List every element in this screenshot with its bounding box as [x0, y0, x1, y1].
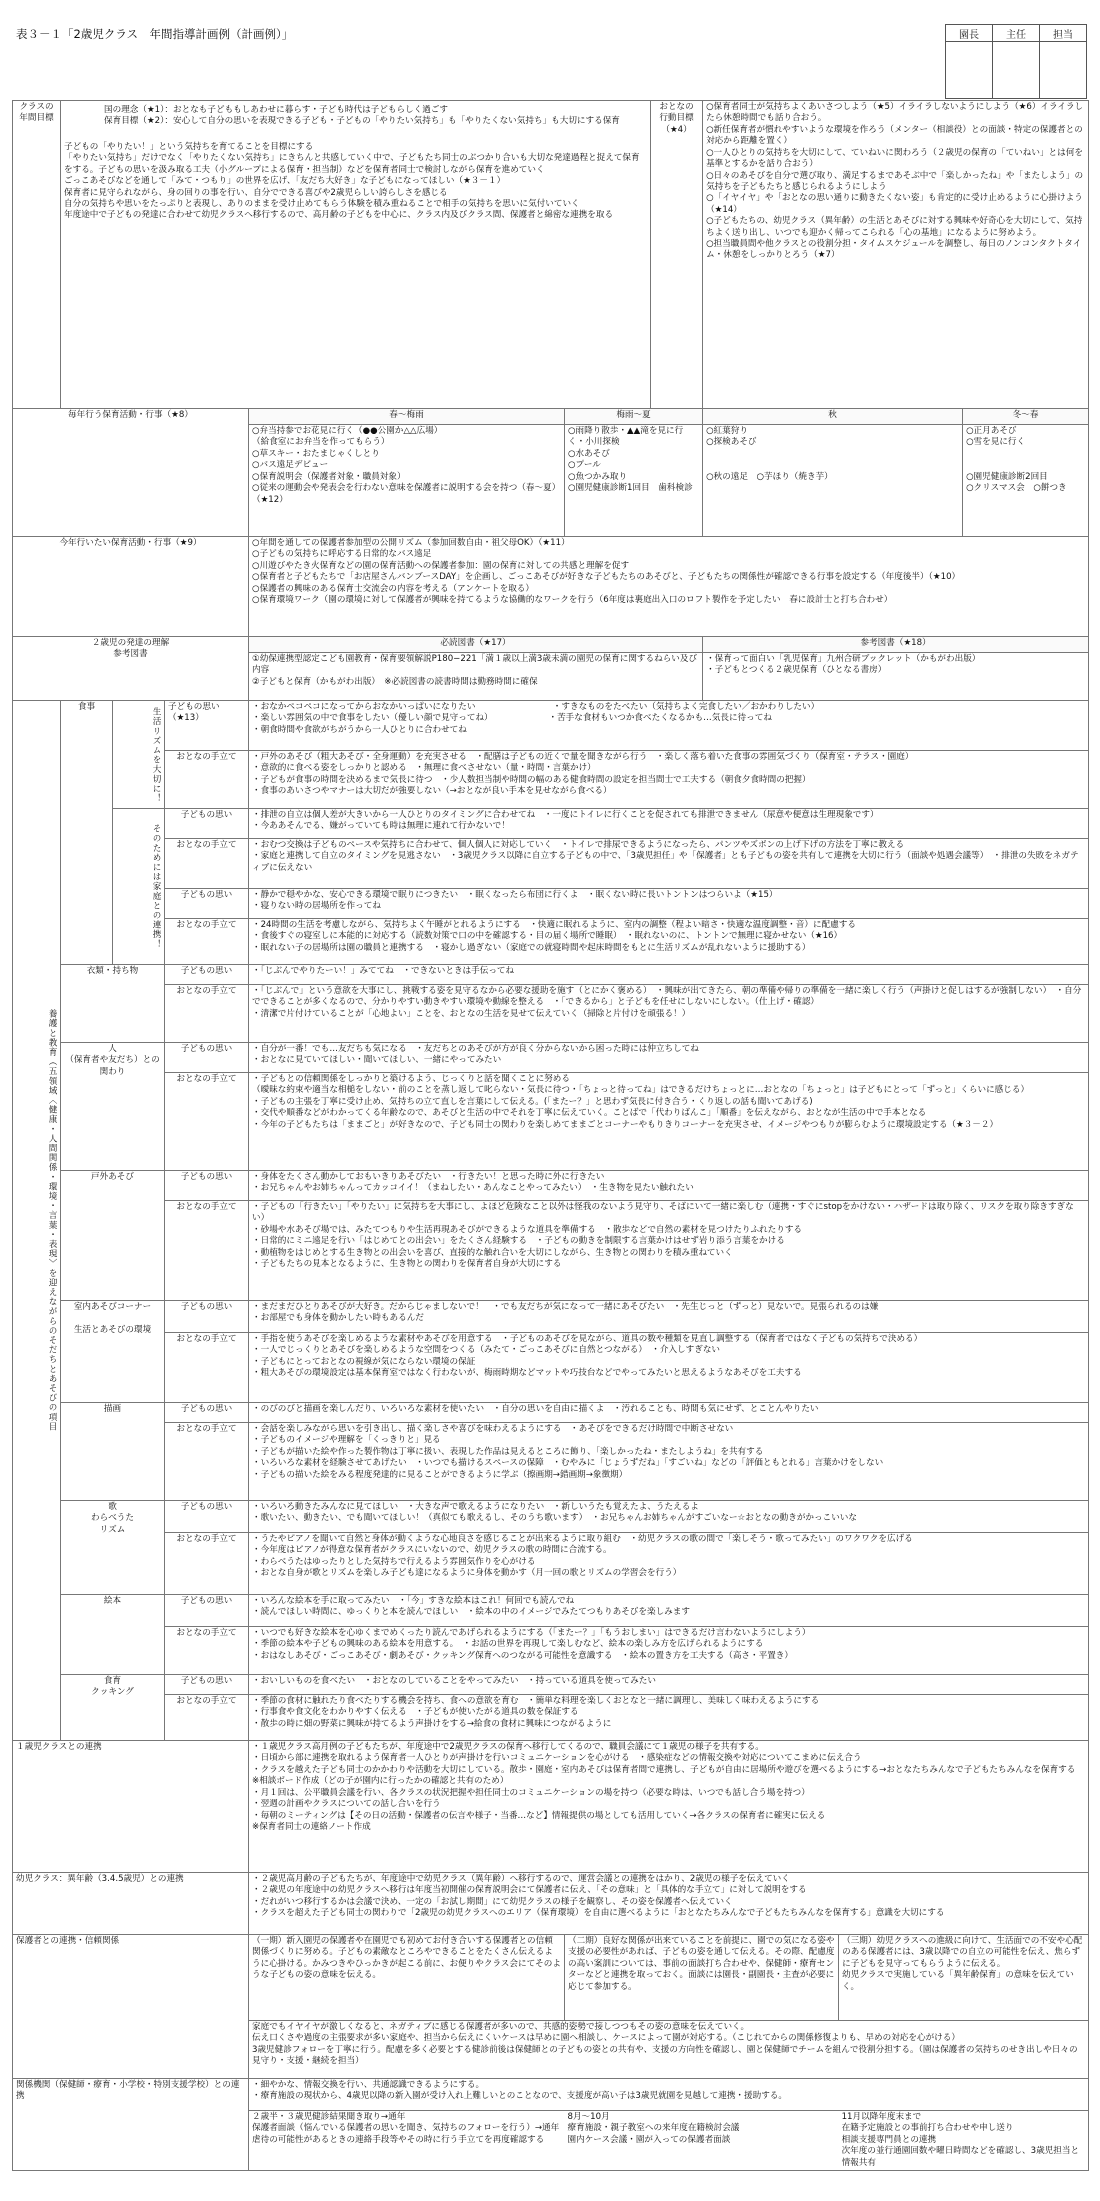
- child-thought: ・お兄ちゃんやお姉ちゃんってカッコイイ！（まねしたい・あんなことやってみたい） ・生き物を見たい触れたい: [252, 1183, 694, 1194]
- child-thought: ・「じぶんでやりたーい！」みててね ・できないときは手伝ってね: [252, 966, 515, 976]
- adult-means: ・今年度はピアノが得意な保育者がクラスにいないので、幼児クラスの歌の時間に合流する。: [252, 1545, 612, 1556]
- child-thoughts-label: 子どもの思い: [165, 809, 249, 839]
- child-thoughts-label: 子どもの思い: [165, 965, 249, 985]
- child-thoughts-label: 子どもの思い: [165, 1403, 249, 1423]
- care-row-toilet-child: [13, 809, 1089, 839]
- child-thought: ・のびのびと描画を楽しんだり、いろいろな素材を使いたい ・自分の思いを自由に描くよ ・汚れることも、時間も気にせず、とことんやりたい: [252, 1404, 819, 1414]
- trial-item: ○川遊びやたき火保育などの園の保育活動への保護者参加：園の保育に対しての共感と理解を促す: [252, 560, 630, 571]
- event-item: ○従来の運動会や発表会を行わない意味を保護者に説明する会を持つ（春〜夏）（★12）: [252, 483, 561, 505]
- care-row-toilet-adult: [13, 839, 1089, 889]
- event-item: ○魚つかみ取り: [568, 471, 628, 482]
- child-thoughts-label: 子どもの思い （★13）: [165, 701, 249, 751]
- child-thoughts-label: 子どもの思い: [165, 1595, 249, 1627]
- event-item: ○園児健康診断1回目 歯科検診: [568, 483, 693, 494]
- events-label: 毎年行う保育活動・行事（★8）: [13, 409, 249, 537]
- adult-means-label: おとなの手立て: [165, 1695, 249, 1741]
- approval-stamps: [945, 24, 1087, 99]
- event-item: ○紅葉狩り: [706, 426, 748, 436]
- child-thought: ・排泄の自立は個人差が大きいから一人ひとりのタイミングに合わせてね ・一度にトイレに行くことを促されても排泄できません（尿意や便意は生理現象です）: [252, 810, 879, 820]
- care-row-indoor-child: [13, 1301, 1089, 1333]
- outdoor-child-thoughts: [249, 1171, 1089, 1201]
- child-thought: ・歌いたい、動きたい、でも聞いてほしい！（真似ても歌えるし、そのうち歌います） ・お兄ちゃんお姉ちゃんがすごいなー☆おとなの動きがかっこいいな: [252, 1513, 857, 1524]
- event-item: ○クリスマス会 ○餅つき: [966, 483, 1067, 494]
- care-row-cooking-child: [13, 1675, 1089, 1695]
- care-outer-label: 養護と教育（五領域〈健康・人間関係・環境・言葉・表現〉を迎えながらのそだちとあそびの項目: [13, 701, 61, 1741]
- child-thoughts-label: 子どもの思い: [165, 1675, 249, 1695]
- event-item: ○水あそび: [568, 448, 610, 459]
- care-row-outdoor-child: [13, 1171, 1089, 1201]
- adult-means: ・動植物をはじめとする生き物との出会いを喜び、直接的な触れ合いを大切にしながら、生き物との関わりを積み重ねていく: [252, 1247, 733, 1258]
- trial-item: ○保育者と子どもたちで「お店屋さんバンブースDAY」を企画し、ごっこあそびが好きな子どもたちのあそびと、子どもたちの関係性が確認できる行事を設定する（年度後半）（★10）: [252, 572, 961, 583]
- adult-means: ・日常的にミニ遠足を行い「はじめてとの出会い」をたくさん経験する ・子どもの動きを制限する言葉かけはせず岩り添う言葉をかける: [252, 1236, 785, 1247]
- adult-means-label: おとなの手立て: [165, 839, 249, 889]
- events-autumn: [703, 425, 963, 537]
- coop-age1-content: [249, 1741, 1089, 1873]
- meal-adult-means: [249, 751, 1089, 809]
- clothes-child-thoughts: [249, 965, 1089, 985]
- season-summer: 梅雨〜夏: [565, 409, 703, 425]
- relations-top: [249, 2079, 1089, 2111]
- adult-means: ・食事のあいさつやマナーは大切だが強要しない（→おとなが良い手本を見せながら食べる）: [252, 786, 612, 797]
- coop-item: ・月１回は、公平職員会議を行い、各クラスの状況把握や担任同士のコミュニケーションの場を持つ（必要な時は、いつでも話し合う場を持つ）: [252, 1787, 810, 1798]
- coop-item: ・翌週の計画やクラスについての話し合いを行う: [252, 1799, 441, 1810]
- clothes-adult-means: [249, 985, 1089, 1043]
- care-row-meal-adult: [13, 751, 1089, 809]
- stamp-box-principal[interactable]: [946, 42, 993, 99]
- event-item: ○園児健康診断2回目: [966, 471, 1048, 482]
- care-category: 絵本: [61, 1595, 165, 1675]
- cooking-adult-means: [249, 1695, 1089, 1741]
- coop-age1-row: [13, 1741, 1089, 1873]
- action-goals-label: おとなの 行動目標 （★4）: [651, 101, 703, 409]
- care-row-cooking-adult: [13, 1695, 1089, 1741]
- event-item: [706, 460, 959, 471]
- drawing-adult-means: [249, 1423, 1089, 1501]
- event-item: ○探検あそび: [706, 437, 757, 448]
- coop-age1-label: １歳児クラスとの連携: [13, 1741, 249, 1873]
- people-child-thoughts: [249, 1043, 1089, 1073]
- coop-infant-content: [249, 1873, 1089, 1935]
- adult-means-label: おとなの手立て: [165, 1073, 249, 1171]
- event-item: ○秋の遠足 ○芋ほり（焼き芋）: [706, 471, 833, 482]
- child-thought: ・おなかペコペコになってからおなかいっぱいになりたい ・すきなものをたべたい（気持ちよく完食したい／おかわりしたい）: [252, 702, 820, 712]
- indoor-adult-means: [249, 1333, 1089, 1403]
- care-category: 衣類・持ち物: [61, 965, 165, 1043]
- care-row-clothes-child: [13, 965, 1089, 985]
- toilet-adult-means: [249, 839, 1089, 889]
- event-item: （給食室にお弁当を作ってもらう）: [252, 437, 390, 448]
- adult-means: ・子どもの「行きたい」「やりたい」に気持ちを大事にし、よほど危険なこと以外は怪我のないよう見守り、そばにいて一緒に楽しむ（連携・すぐにstopをかけない・ハザードは取り除く、リスクを取り除きすぎない）: [252, 1202, 1074, 1224]
- care-row-outdoor-adult: [13, 1201, 1089, 1301]
- adult-means: ・子どものイメージや理解を「くっきりと」見る: [252, 1435, 441, 1446]
- child-thought: ・今ああそんでる、嫌がっていても時は無理に連れて行かないで！: [252, 821, 510, 832]
- adult-means-label: おとなの手立て: [165, 1333, 249, 1403]
- adult-means: ・散歩の時に畑の野菜に興味が持てるよう声掛けをする→給食の食材に興味につながるように: [252, 1718, 612, 1729]
- care-category: 描画: [61, 1403, 165, 1501]
- annual-plan-table: [12, 100, 1089, 2171]
- care-category: 室内あそびコーナー 生活とあそびの環境: [61, 1301, 165, 1403]
- cooking-child-thoughts: [249, 1675, 1089, 1695]
- adult-means: ・おむつ交換は子どものペースや気持ちに合わせて、個人個人に対応していく ・トイレで排尿できるようになったら、パンツやズボンの上げ下げの方法を丁寧に教える: [252, 840, 905, 850]
- adult-means-label: おとなの手立て: [165, 751, 249, 809]
- adult-means: ・子どもの描いた絵をみる程度発達的に見ることができるように学ぶ（擦画期→錯画期→象徴期）: [252, 1469, 628, 1480]
- adult-means: ・うたやピアノを聞いて自然と身体が動くような心地良さを感じることが出来るように取り組む ・幼児クラスの歌の間で「楽しそう・歌ってみたい」のワクワクを広げる: [252, 1534, 913, 1544]
- action-goal-item: ○保育者同士が気持ちよくあいさつしよう（★5）イライラしないようにしよう（★6）イライラしたら休憩時間でも話り合おう。: [706, 102, 1084, 124]
- adult-means: ・「じぶんで」という意欲を大事にし、挑戦する姿を見守るなから必要な援助を施す（とにかく褒める） ・興味が出てきたら、朝の準備や帰りの準備を一緒に楽しく行う（声掛けと促しはするが強制しない） ・自分でできることが多くなるので、分かりやすい動きやすい環境や動線を整える ・「できるから」と子どもを任せにしないにしない。（仕上げ・確認）: [252, 986, 1082, 1008]
- adult-means: ・季節の絵本や子どもの興味のある絵本を用意する。 ・お話の世界を再現して楽しむなど、絵本の楽しみ方を広げられるようにする: [252, 1639, 764, 1650]
- action-goal-item: ○一人ひとりの気持ちを大切にして、ていねいに関わろう（２歳児の保育の「ていねい」とは何を基準とするかを話り合おう）: [706, 147, 1083, 170]
- child-thought: ・いろいろ動きたみんなに見てほしい ・大きな声で歌えるようになりたい ・新しいうたも覚えたよ、うたえるよ: [252, 1502, 699, 1512]
- action-goal-item: ○日々のあそびを自分で選び取り、満足するまであそぶ中で「楽しかったね」や「またしよう」の気持ちを子どもたちと感じられるようにしよう: [706, 170, 1084, 192]
- trial-label: 今年行いたい保育活動・行事（★9）: [13, 537, 249, 637]
- adult-means-label: おとなの手立て: [165, 1201, 249, 1301]
- event-item: ○雪を見に行く: [966, 437, 1026, 448]
- care-category: 歌 わらべうた リズム: [61, 1501, 165, 1595]
- child-thought: ・楽しい雰囲気の中で食事をしたい（優しい顔で見守ってね） ・苦手な食材もいつか食べたくなるかも…気長に待ってね: [252, 713, 772, 724]
- care-row-music-adult: [13, 1533, 1089, 1595]
- coop-item: ・１歳児クラス高月例の子どもたちが、年度途中で2歳児クラスの保育へ移行してくるので、職員会議にて１歳児の様子を共有する。: [252, 1742, 764, 1752]
- adult-means: ・子どもが食事の時間を決めるまで気長に待つ ・少人数担当制や時間の幅のある健食時間の設定を担当間士で工夫する（朝食夕食時間の把握）: [252, 774, 811, 785]
- adult-means-label: おとなの手立て: [165, 1423, 249, 1501]
- child-thought: ・まだまだひとりあそびが大好き。だからじゃましないで！ ・でも友だちが気になって一緒にあそびたい ・先生じっと（ずっと）見ないで。見張られるのは嫌: [252, 1302, 879, 1312]
- required-books: [249, 653, 703, 701]
- care-row-people-adult: [13, 1073, 1089, 1171]
- child-thought: ・読んでほしい時間に、ゆっくりと本を読んでほしい ・絵本の中のイメージでみたてつもりあそびを楽しみます: [252, 1607, 690, 1618]
- adult-means-label: おとなの手立て: [165, 919, 249, 965]
- goals-head: 国の理念（★1）：おとなも子どももしあわせに暮らす・子ども時代は子どもらしく過ごす 保育目標（★2）：安心して自分の思いを表現できる子ども・子どもの「やりたい気持ち」も「やりたくない気持ち」も大切にする保育: [104, 105, 620, 127]
- care-row-meal-child: [13, 701, 1089, 751]
- page: [12, 10, 1088, 2190]
- adult-means: ・清潔で片付けていることが「心地よい」ことを、おとなの生活を見せて伝えていく（掃除と片付けを頑張る！）: [252, 1008, 691, 1019]
- adult-means: ・会話を楽しみながら思いを引き出し、描く楽しさや喜びを味わえるようにする ・あそびをできるだけ時間で中断させない: [252, 1424, 734, 1434]
- stamp-box-chief[interactable]: [993, 42, 1040, 99]
- care-category: 食育 クッキング: [61, 1675, 165, 1741]
- reference-books-head: 参考図書（★18）: [703, 637, 1089, 653]
- refs-label: ２歳児の発達の理解 参考図書: [13, 637, 249, 701]
- action-goals-content: [703, 101, 1089, 409]
- music-adult-means: [249, 1533, 1089, 1595]
- drawing-child-thoughts: [249, 1403, 1089, 1423]
- coop-item: ※保育者同士の連絡ノート作成: [252, 1821, 371, 1832]
- goals-row: [13, 101, 1089, 409]
- care-category: 戸外あそび: [61, 1171, 165, 1301]
- relations-label: 関係機関（保健師・療育・小学校・特別支援学校）との連携: [13, 2079, 249, 2171]
- care-row-books-child: [13, 1595, 1089, 1627]
- care-category: 食事: [61, 701, 113, 965]
- events-winter: [963, 425, 1089, 537]
- coop-infant-label: 幼児クラス：異年齢（3.4.5歳児）との連携: [13, 1873, 249, 1935]
- stamp-head-staff: 担当: [1040, 25, 1087, 42]
- relations-item: ・細やかな、情報交換を行い、共通認識できるようにする。: [252, 2080, 485, 2090]
- child-thought: ・静かで穏やかな、安心できる環境で眠りにつきたい ・眠くなったら布団に行くよ ・眠くない時に長いトントンはつらいよ（★15）: [252, 890, 778, 900]
- sleep-adult-means: [249, 919, 1089, 965]
- music-child-thoughts: [249, 1501, 1089, 1533]
- indoor-child-thoughts: [249, 1301, 1089, 1333]
- relations-item: ・療育施設の現状から、4歳児以降の新入園が受け入れ上難しいとのことなので、支援度が高い子は3歳児就園を見越して連携・援助する。: [252, 2091, 787, 2102]
- toilet-child-thoughts: [249, 809, 1089, 839]
- required-books-head: 必読図書（★17）: [249, 637, 703, 653]
- trial-item: ○保護者の興味のある保育士交流会の内容を考える（アンケートを取る）: [252, 583, 534, 594]
- relations-top-row: [13, 2079, 1089, 2111]
- adult-means: （曖昧な約束や適当な相槌をしない・前のことを蒸し返して叱らない・気長に待つ・「ちょっと待ってね」はできるだけちょっとに…おとなの「ちょっと」は子どもにとって「ずっと」くらいに感じる）: [252, 1085, 1030, 1096]
- season-autumn: 秋: [703, 409, 963, 425]
- event-item: [706, 449, 959, 460]
- event-item: [966, 449, 1085, 460]
- relations-col2: 8月〜10月 療育施設・親子教室への来年度在籍検討会議 園内ケース会議・園が入っての保護者面談: [565, 2111, 839, 2171]
- season-spring: 春〜梅雨: [249, 409, 565, 425]
- parents-term1: （一期）新入園児の保護者や在園児でも初めてお付き合いする保護者との信頼関係づくりに努める。子どもの素敵なところやできることをたくさん伝えるように心掛ける。かみつきやひっかきが起こる前に、お便りやクラス会にてそのような子どもの姿の意味を伝える。: [249, 1935, 565, 2021]
- people-adult-means: [249, 1073, 1089, 1171]
- books-adult-means: [249, 1627, 1089, 1675]
- reference-book: ・保育って面白い「乳児保育」九州合研ブックレット（かもがわ出版）: [706, 654, 981, 664]
- adult-means: ・わらべうたはゆったりとした気持ちで行えるよう雰囲気作りを心がける: [252, 1556, 536, 1567]
- life-rhythm-label: 生活リズムを大切に！: [113, 701, 165, 809]
- adult-means: ・子どもにとっておとなの視線が気にならない環境の保証: [252, 1356, 476, 1367]
- event-item: [966, 460, 1085, 471]
- relations-col1: ２歳半・３歳児健診結果聞き取り→通年 保護者面談（悩んでいる保護者の思いを聞き、気持ちのフォローを行う）→通年 虐待の可能性があるときの連絡手段等やその時に行う手立てを再度確認する: [249, 2111, 565, 2171]
- child-thoughts-label: 子どもの思い: [165, 1301, 249, 1333]
- outdoor-adult-means: [249, 1201, 1089, 1301]
- child-thought: ・おとなに見ていてほしい・聞いてほしい、一緒にやってみたい: [252, 1055, 502, 1066]
- care-category: 人 （保育者や友だち）との関わり: [61, 1043, 165, 1171]
- care-row-indoor-adult: [13, 1333, 1089, 1403]
- reference-book: ・子どもとつくる２歳児保育（ひとなる書房）: [706, 665, 887, 676]
- event-item: ○弁当持参でお花見に行く（●●公園か△△広場）: [252, 426, 443, 436]
- events-summer: [565, 425, 703, 537]
- coop-infant-row: [13, 1873, 1089, 1935]
- adult-means: ・子どもの主張を丁寧に受け止め、気持ちの立て直しを言葉にして伝える。(「またー？」と思わず気長に付き合う・くり返しの話も聞いてあげる): [252, 1096, 813, 1107]
- adult-means: ・季節の食材に触れたり食べたりする機会を持ち、食への意欲を育む ・簡単な料理を楽しくおとなと一緒に調理し、美味しく味わえるようにする: [252, 1696, 820, 1706]
- goals-body: 子どもの「やりたい！」という気持ちを育てることを目標にする 「やりたい気持ち」だけでなく「やりたくない気持ち」にきちんと共感していく中で、子どもたち同士のぶつかり合いも大切な発達過程と捉えて保育をする。子どもの思いを汲み取る工夫（小グループによる保育・担当制）などを保育者同士で検討しながら保育を進めていく ごっこあそびなどを通して「みて・つもり」の世界を広げ、「友だち大好き」な子どもになってほしい（★３－１） 保育者に見守られながら、身の回りの事を行い、自分でできる喜びや2歳児らしい誇らしさを感じる 自分の気持ちや思いをたっぷりと表現し、ありのままを受け止めてもらう体験を積み重ねることで相手の気持ちを思いに気付いていく 年度途中で子どもの発達に合わせて幼児クラスへ移行するので、高月齢の子どもを中心に、クラス内及びクラス間、保護者と綿密な連携を取る: [64, 141, 640, 221]
- adult-means: ・子どもが描いた絵や作った製作物は丁寧に扱い、表現した作品は見えるところに飾り、「楽しかったね・またしようね」を共有する: [252, 1446, 764, 1457]
- adult-means: ・行事食や食文化をわかりやすく伝える ・子どもが使いたがる道具の数を保証する: [252, 1707, 579, 1718]
- adult-means: ・砂場や水あそび場では、みたてつもりや生活再現あそびができるような道具を準備する ・散歩などで自然の素材を見つけたりふれたりする: [252, 1224, 803, 1235]
- trial-item: ○年間を通しての保護者参加型の公開リズム（参加回数自由・祖父母OK）（★11）: [252, 538, 570, 548]
- care-row-music-child: [13, 1501, 1089, 1533]
- action-goal-item: ○新任保育者が慣れやすいような環境を作ろう（メンター（相談役）との面談・特定の保護者との対応から距離を置く）: [706, 124, 1083, 147]
- adult-means: ・眠れない子の居場所は園の職員と連携する ・寝かし過ぎない（家庭での就寝時間や起床時間をもとに生活リズムが乱れないように援助する）: [252, 942, 811, 953]
- trial-content: [249, 537, 1089, 637]
- adult-means: ・手指を使うあそびを楽しめるような素材やあそびを用意する ・子どものあそびを見ながら、道具の数や種類を見直し調整する（保育者ではなく子どもの気持ちで決める）: [252, 1334, 923, 1344]
- child-thoughts-label: 子どもの思い: [165, 1171, 249, 1201]
- books-child-thoughts: [249, 1595, 1089, 1627]
- adult-means: ・いつでも好きな絵本を心ゆくまでめくったり読んであげられるようにする（「またー？」「もうおしまい」はできるだけ言わないようにしよう）: [252, 1628, 811, 1638]
- child-thoughts-label: 子どもの思い: [165, 1043, 249, 1073]
- child-thought: ・自分が一番！でも…友だちも気になる ・友だちとのあそびが方が良く分からないから困った時には仲立ちしてね: [252, 1044, 699, 1054]
- care-row-books-adult: [13, 1627, 1089, 1675]
- trial-item: ○保育環境ワーク（園の環境に対して保護者が興味を持てるような協働的なワークを行う（6年度は裏庭出入口のロフト製作を予定したい 春に設計士と打ち合わせ）: [252, 595, 893, 606]
- event-item: ○正月あそび: [966, 426, 1017, 436]
- sleep-child-thoughts: [249, 889, 1089, 919]
- parents-bottom: 家庭でもイヤイヤが激しくなると、ネガティブに感じる保護者が多いので、共感的姿勢で接しつつもその姿の意味を伝えていく。 伝え口くさや過度の主張要求が多い家庭や、担当から伝えにくいケースは早めに園へ相談し、ケースによって園が対応する。（こじれてからの関係修復よりも、早めの対応を心がける） 3歳児健診フォローを丁寧に行う。配慮を多く必要とする健診前後は保健師との子どもの姿との共有や、支援の方向性を確認し、園と保健師でチームを組んで役割分担する。（園は保護者の気持ちのせき出しや日々の見守り・支援・継続を担当）: [249, 2021, 1089, 2079]
- document-title: 表３－１「2歳児クラス 年間指導計画例（計画例）」: [16, 27, 294, 41]
- adult-means: ・家庭と連携して自立のタイミングを見逃さない ・3歳児クラス以降に自立する子どもの中で、「3歳児担任」や「保護者」とも子どもの姿を共有して連携を大切に行う（面談や処遇会議等） ・排泄の失敗をネガティブに伝えない: [252, 851, 1079, 873]
- coop-item: ※相談ボード作成（どの子が園内に行ったかの確認と共有のため）: [252, 1776, 509, 1787]
- adult-means: ・粗大あそびの環境設定は基本保育室ではなく行わないが、梅雨時期などマットや巧技台などでやってみたいと思えるようなあそびを工夫する: [252, 1368, 802, 1379]
- adult-means: ・24時間の生活を考慮しながら、気持ちよく午睡がとれるようにする ・快適に眠れるように、室内の調整（程よい暗さ・快適な温度調整・音）に配慮する: [252, 920, 856, 930]
- event-item: ○プール: [568, 460, 601, 471]
- care-row-drawing-child: [13, 1403, 1089, 1423]
- coop-item: ・クラスを越えた子ども同士のかかわりや活動を大切にしている。散歩・園庭・室内あそびは保育者間で連携し、子どもが自由に居場所や遊びを選べるようにする→おとなたちみんなで子どもたちみんなを保育する: [252, 1764, 1076, 1775]
- child-thoughts-label: 子どもの思い: [165, 889, 249, 919]
- action-goal-item: ○子どもたちの、幼児クラス（異年齢）の生活とあそびに対する興味や好奇心を大切にして、気持ちよく送り出し、いつでも迎かく帰ってこられる「心の基地」になるように努めよう。: [706, 216, 1083, 238]
- adult-means: ・おはなしあそび・ごっこあそび・劇あそび・クッキング保育へのつながる可能性を意識する ・絵本の置き方を工夫する（高さ・平置き）: [252, 1650, 793, 1661]
- parents-term2: （二期）良好な関係が出来ていることを前提に、園での気になる姿や支援の必要性があれば、子どもの姿を通して伝える。その際、配慮度の高い案訓については、事前の面談打ち合わせや、保健師・療育センターなどと連携を取っておく。面談には園長・副園長・主査が必要に応じて参加する。: [565, 1935, 839, 2021]
- adult-means: ・今年の子どもたちは「ままごと」が好きなので、子ども同士の関わりを楽しめてままごとコーナーやもりきりコーナーを充実させ、イメージやつもりが膨らむように環境設定する（★３－２）: [252, 1119, 999, 1130]
- goals-label: クラスの 年間目標: [13, 101, 61, 409]
- child-thoughts-label: 子どもの思い: [165, 1501, 249, 1533]
- refs-header: [13, 637, 1089, 653]
- action-goal-item: ○担当職員間や他クラスとの役割分担・タイムスケジュールを調整し、毎日のノンコンタクトタイム・休憩をしっかりとろう（★7）: [706, 239, 1082, 261]
- child-thought: ・寝りない時の居場所を作ってね: [252, 901, 381, 912]
- season-winter: 冬〜春: [963, 409, 1089, 425]
- adult-means: ・子どもとの信頼関係をしっかりと築けるよう、じっくりと話を聞くことに努める: [252, 1074, 570, 1084]
- event-item: ○保育説明会（保護者対象・職員対象）: [252, 471, 406, 482]
- adult-means: ・意欲的に食べる姿をしっかりと認める ・無理に食べさせない（量・時間・言葉かけ）: [252, 763, 596, 774]
- required-book: ①幼保連携型認定こども園教育・保育要領解説P180−221「満１歳以上満3歳未満の園児の保育に関するねらい及び内容: [252, 654, 698, 676]
- coop-item: ・クラスを超えた子ども同士の関わりで「2歳児の幼児クラスへのエリア（保育環境）を自由に選べるように「おとなたちみんなで子どもたちみんなを保育する」意識を大切にする: [252, 1908, 945, 1919]
- parents-term3: （三期）幼児クラスへの進級に向けて、生活面での不安や心配のある保護者には、3歳以降での自立の可能性を伝え、焦らずに子どもを見守ってもらうように伝える。 幼児クラスで実施している「異年齢保育」の意味を伝えていく。: [839, 1935, 1089, 2021]
- required-book: ②子どもと保育（かもがわ出版） ※必読図書の読書時間は勤務時間に確保: [252, 676, 538, 687]
- care-row-people-child: [13, 1043, 1089, 1073]
- care-row-clothes-adult: [13, 985, 1089, 1043]
- coop-item: ・日頃から部に連携を取れるよう保育者一人ひとりが声掛けを行いコミュニケーションを心がける ・感染症などの情報交換や対応についてこまめに伝え合う: [252, 1753, 862, 1764]
- adult-means-label: おとなの手立て: [165, 1627, 249, 1675]
- child-thought: ・お部屋でも身体を動かしたい時もあるんだ: [252, 1313, 424, 1324]
- child-thought: ・朝食時間や食欲がちがうから一人ひとりに合わせてね: [252, 724, 467, 735]
- event-item: ○雨降り散歩・▲▲滝を見に行く・小川探検: [568, 426, 684, 448]
- adult-means: ・おとな自身が歌とリズムを楽しみ子ども達になるように身体を動かす（月一回の歌とリズムの学習会を行う）: [252, 1568, 682, 1579]
- adult-means: ・交代や順番などがわかってくる年齢なので、あそびと生活の中でそれを丁寧に伝えていく。ことばで「代わりばんこ」「順番」を伝えながら、おとなが生活の中で手本となる: [252, 1108, 927, 1119]
- coop-item: ・毎朝のミーティングは【その日の活動・保護者の伝言や様子・当番…など】情報提供の場としても活用していく→各クラスの保育者に確実に伝える: [252, 1810, 826, 1821]
- trial-row: [13, 537, 1089, 637]
- action-goal-item: ○「イヤイヤ」や「おとなの思い通りに動きたくない姿」も肯定的に受け止めるように心掛けよう（★14）: [706, 193, 1083, 215]
- child-thought: ・おいしいものを食べたい ・おとなのしていることをやってみたい ・持っている道具を使ってみたい: [252, 1676, 656, 1686]
- adult-means-label: おとなの手立て: [165, 1533, 249, 1595]
- events-season-header: [13, 409, 1089, 425]
- parents-row: [13, 1935, 1089, 2021]
- goals-content: [61, 101, 651, 409]
- stamp-head-chief: 主任: [993, 25, 1040, 42]
- coop-item: ・だれがいつ移行するかは会議で決め、一定の「お試し期間」にて幼児クラスの様子を観察し、その姿を保護者へ伝えていく: [252, 1896, 733, 1907]
- stamp-head-principal: 園長: [946, 25, 993, 42]
- relations-col3: 11月以降年度末まで 在籍予定施設との事前打ち合わせや申し送り 相談支援専門員との連携 次年度の並行通園回数や曜日時間などを確認し、3歳児担当と情報共有: [839, 2111, 1089, 2171]
- event-item: ○バス遠足デビュー: [252, 460, 329, 471]
- adult-means: ・一人でじっくりとあそびを楽しめるような空間をつくる（みたて・ごっこあそびに自然とつながる） ・介入しすぎない: [252, 1345, 721, 1356]
- coop-item: ・２歳児高月齢の子どもたちが、年度途中で幼児クラス（異年齢）へ移行するので、運営会議との連携をはかり、2歳児の様子を伝えていく: [252, 1874, 790, 1884]
- adult-means: ・戸外のあそび（粗大あそび・全身運動）を充実させる ・配膳は子どもの近くで量を聞きながら行う ・楽しく落ち着いた食事の雰囲気づくり（保育室・テラス・園庭）: [252, 752, 914, 762]
- stamp-box-staff[interactable]: [1040, 42, 1087, 99]
- event-item: ○草スキー・おたまじゃくしとり: [252, 448, 380, 459]
- adult-means: ・食後すぐの寝室しに本能的に対応する（読数対策で口の中を確認する・目の届く場所で睡眠） ・眠れないのに、トントンで無理に寝かせない（★16）: [252, 931, 843, 942]
- child-thought: ・いろんな絵本を手に取ってみたい ・「今」すきな絵本はこれ！何回でも読んでね: [252, 1596, 575, 1606]
- care-row-drawing-adult: [13, 1423, 1089, 1501]
- trial-item: ○子どもの気持ちに呼応する日常的なバス遠足: [252, 549, 432, 560]
- meal-child-thoughts: [249, 701, 1089, 751]
- care-row-sleep-child: [13, 889, 1089, 919]
- adult-means-label: おとなの手立て: [165, 985, 249, 1043]
- parents-label: 保護者との連携・信頼関係: [13, 1935, 249, 2079]
- adult-means: ・子どもたちの見本となるように、生き物との関わりを保育者自身が大切にする: [252, 1259, 562, 1270]
- events-spring: [249, 425, 565, 537]
- child-thought: ・身体をたくさん動かしておもいきりあそびたい ・行きたい！と思った時に外に行きたい: [252, 1172, 605, 1182]
- care-row-sleep-adult: [13, 919, 1089, 965]
- coop-item: ・２歳児の年度途中の幼児クラスへ移行は年度当初開催の保育説明会にて保護者に伝え、「その意味」と「具体的な手立て」に対して説明をする: [252, 1885, 807, 1896]
- adult-means: ・いろいろな素材を経験させてあげたい ・いつでも描けるスペースの保障 ・むやみに「じょうずだね」「すごいね」などの「評価ともとれる」言葉かけをしない: [252, 1458, 884, 1469]
- reference-books: [703, 653, 1089, 701]
- home-cooperation-label: そのためには家庭との連携！: [113, 809, 165, 965]
